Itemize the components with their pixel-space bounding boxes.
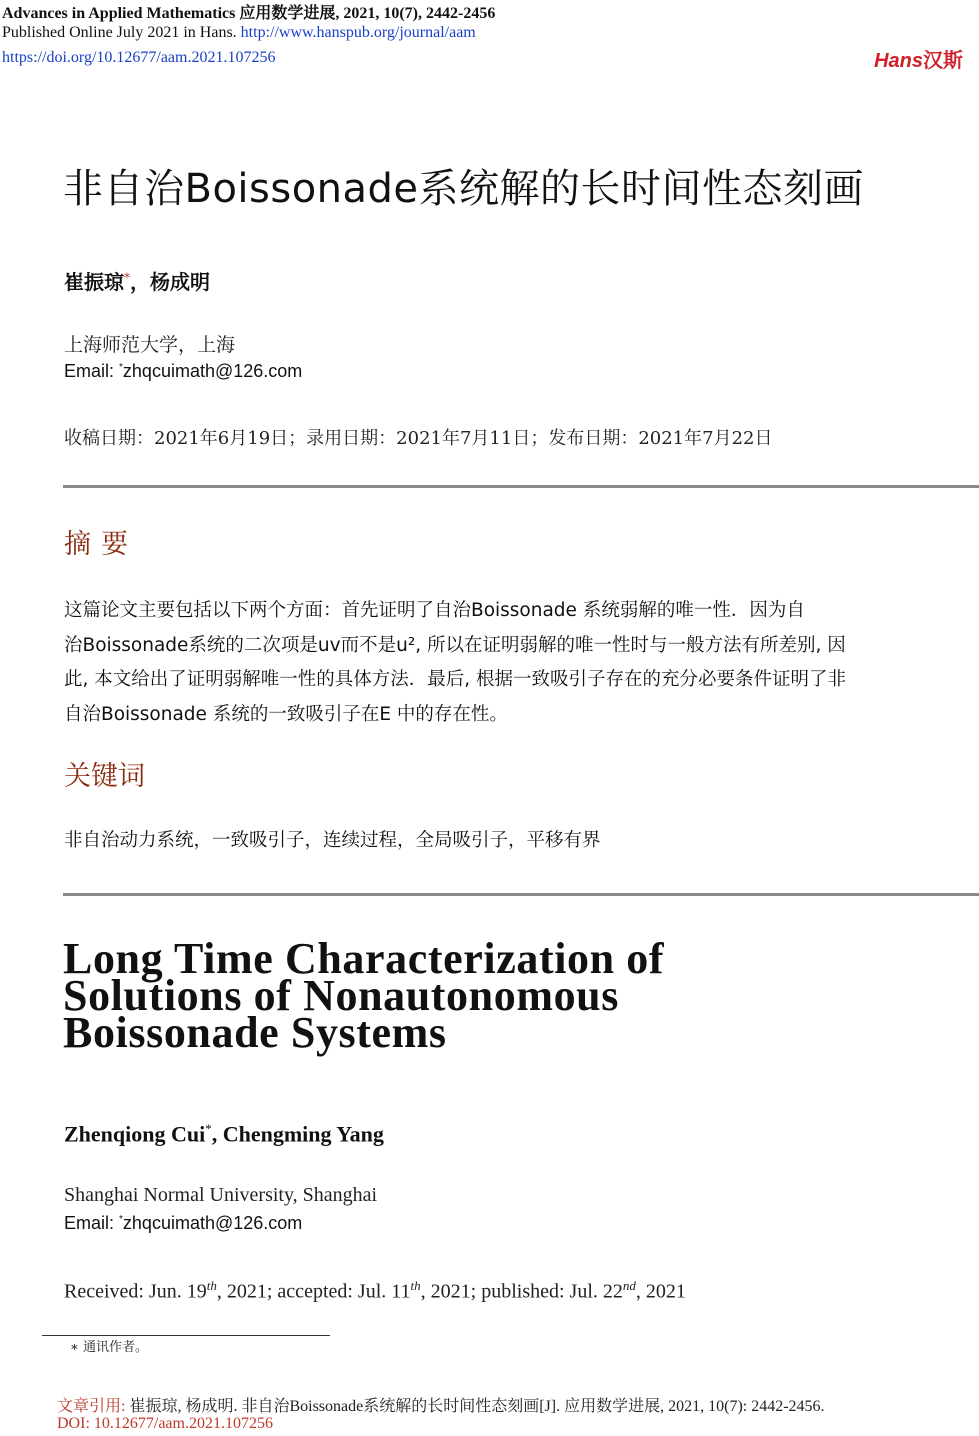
received-date: Received: Jun. 19 [64, 1280, 207, 1303]
author-name: Zhenqiong Cui [64, 1121, 206, 1147]
published-line [2, 24, 476, 42]
author-name: 崔振琼 [64, 270, 124, 294]
corresponding-mark: * [205, 1121, 212, 1136]
email-address[interactable]: zhqcuimath@126.com [122, 361, 303, 381]
ordinal-suffix: th [206, 1278, 217, 1293]
english-email [64, 1213, 302, 1234]
year-end: , 2021 [635, 1280, 686, 1303]
published-prefix: Published Online July 2021 in Hans. [2, 24, 241, 41]
author-name: ，杨成明 [130, 270, 210, 294]
abstract-line: 自治Boissonade 系统的一致吸引子在E 中的存在性。 [64, 703, 508, 725]
chinese-email [64, 361, 302, 382]
keywords-heading: 关键词 [64, 761, 145, 792]
english-affiliation: Shanghai Normal University, Shanghai [64, 1184, 378, 1206]
ordinal-suffix: nd [622, 1278, 636, 1293]
abstract-body [64, 594, 964, 732]
footnote: ∗ 通讯作者。 [70, 1340, 148, 1355]
citation-text: 崔振琼, 杨成明. 非自治Boissonade系统解的长时间性态刻画[J]. 应用数学进展, 2021, 10(7): 2442-2456. [129, 1398, 825, 1415]
chinese-affiliation: 上海师范大学，上海 [64, 334, 236, 356]
doi-link[interactable]: https://doi.org/10.12677/aam.2021.107256 [2, 49, 276, 66]
chinese-dates: 收稿日期：2021年6月19日；录用日期：2021年7月11日；发布日期：2021年7月22日 [64, 428, 773, 449]
english-dates [64, 1278, 686, 1304]
email-mark: * [119, 362, 123, 373]
title-line: Long Time Characterization of [63, 934, 665, 983]
email-label: Email: [64, 361, 120, 381]
author-name: , Chengming Yang [211, 1121, 384, 1147]
title-line: Boissonade Systems [63, 1008, 447, 1057]
chinese-authors [64, 266, 210, 295]
ordinal-suffix: th [410, 1278, 421, 1293]
hans-logo [874, 44, 963, 73]
title-line: Solutions of Nonautonomous [63, 971, 619, 1020]
section-divider [63, 893, 979, 896]
english-title [63, 934, 963, 1057]
keywords-body: 非自治动力系统，一致吸引子，连续过程，全局吸引子，平移有界 [64, 830, 601, 851]
email-mark: * [119, 1214, 123, 1225]
email-address[interactable]: zhqcuimath@126.com [122, 1213, 303, 1233]
abstract-line: 这篇论文主要包括以下两个方面：首先证明了自治Boissonade 系统弱解的唯一性．因为自 [64, 600, 805, 621]
published-date: , 2021; published: Jul. 22 [420, 1280, 623, 1303]
corresponding-mark: * [124, 270, 130, 285]
journal-link[interactable]: http://www.hanspub.org/journal/aam [240, 24, 476, 41]
abstract-line: 此, 本文给出了证明弱解唯一性的具体方法．最后, 根据一致吸引子存在的充分必要条件证明了非 [64, 669, 847, 690]
journal-header: Advances in Applied Mathematics 应用数学进展, 2021, 10(7), 2442-2456 [2, 5, 496, 22]
citation [57, 1393, 825, 1416]
abstract-line: 治Boissonade系统的二次项是uv而不是u², 所以在证明弱解的唯一性时与一般方法有所差别, 因 [64, 634, 846, 656]
accepted-date: , 2021; accepted: Jul. 11 [216, 1280, 411, 1303]
logo-text-cn: 汉斯 [923, 50, 963, 72]
abstract-heading: 摘要 [64, 529, 138, 560]
english-authors [64, 1121, 384, 1147]
citation-doi[interactable]: DOI: 10.12677/aam.2021.107256 [57, 1415, 273, 1432]
email-label: Email: [64, 1213, 120, 1233]
chinese-title: 非自治Boissonade系统解的长时间性态刻画 [63, 166, 865, 212]
logo-text-en: Hans [874, 50, 923, 72]
section-divider [63, 485, 979, 488]
citation-label: 文章引用: [57, 1398, 130, 1415]
